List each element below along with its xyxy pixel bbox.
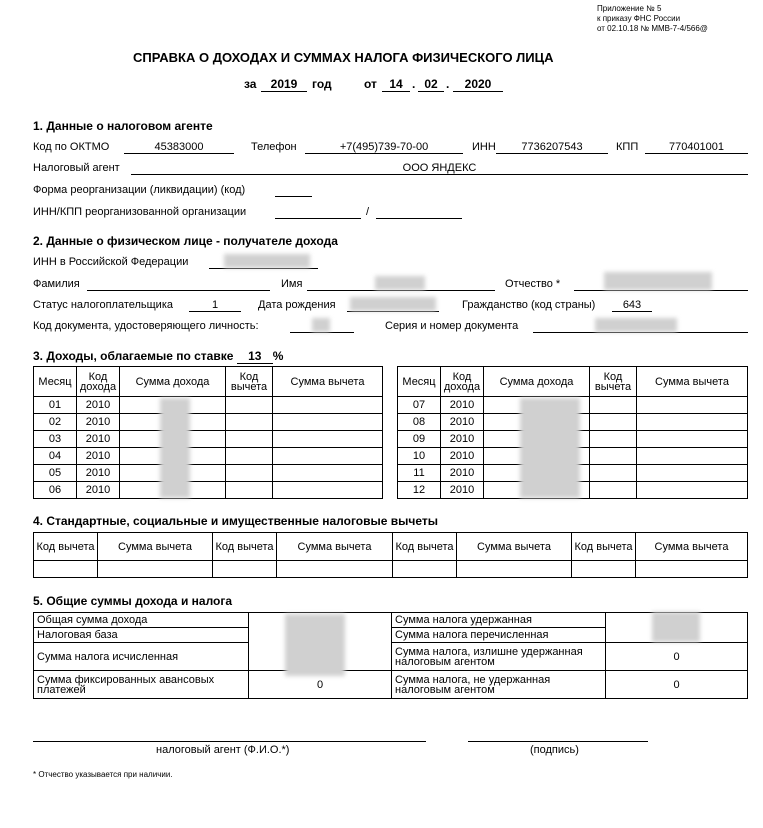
month-cell: 02	[34, 414, 77, 431]
table-row	[34, 482, 383, 499]
section3-heading	[33, 349, 283, 364]
agent-signature-line	[33, 741, 426, 742]
month-cell: 06	[34, 482, 77, 499]
tax-rate: 13	[237, 349, 273, 364]
citizenship-value: 643	[612, 299, 652, 312]
income-table-left	[33, 366, 383, 499]
redacted-totals-right	[652, 612, 700, 642]
period-day: 14	[382, 77, 410, 92]
agent-inn-label: ИНН	[472, 141, 496, 153]
code-cell: 2010	[77, 482, 120, 499]
table-row	[34, 431, 383, 448]
redacted-totals-left	[285, 614, 345, 676]
agent-value: ООО ЯНДЕКС	[131, 162, 748, 175]
redacted-inn	[224, 254, 310, 268]
col-income-code: Код дохода	[77, 367, 120, 397]
code-cell: 2010	[441, 397, 484, 414]
fixed-advance-value: 0	[249, 671, 392, 699]
fixed-advance-label: Сумма фиксированных авансовых платежей	[34, 671, 249, 699]
col-month: Месяц	[34, 367, 77, 397]
tax-transferred-label: Сумма налога перечисленная	[392, 628, 606, 643]
tax-excess-label: Сумма налога, излишне удержанная налоговым агентом	[392, 643, 606, 671]
section2-heading: 2. Данные о физическом лице - получателе дохода	[33, 234, 338, 248]
col-deduction-code: Код вычета	[393, 533, 457, 561]
col-deduction-code: Код вычета	[213, 533, 277, 561]
section3-heading-text: 3. Доходы, облагаемые по ставке	[33, 349, 234, 363]
deductions-table	[33, 532, 748, 578]
signature-line	[468, 741, 648, 742]
col-deduction-sum: Сумма вычета	[277, 533, 393, 561]
period-month: 02	[418, 77, 444, 92]
footnote: * Отчество указывается при наличии.	[33, 770, 173, 779]
patronymic-label: Отчество *	[505, 278, 561, 290]
totals-table	[33, 612, 748, 699]
month-cell: 03	[34, 431, 77, 448]
month-cell: 12	[398, 482, 441, 499]
phone-value: +7(495)739-70-00	[305, 141, 463, 154]
month-cell: 04	[34, 448, 77, 465]
period-yr: 2020	[453, 77, 503, 92]
reorg-inn-label: ИНН/КПП реорганизованной организации	[33, 206, 247, 218]
kpp-label: КПП	[616, 141, 639, 153]
redacted-name	[375, 276, 425, 290]
code-cell: 2010	[441, 448, 484, 465]
col-deduction-code: Код вычета	[590, 367, 637, 397]
table-row	[34, 465, 383, 482]
reorg-inn-value	[275, 206, 361, 219]
redacted-doc-number	[595, 318, 677, 332]
reorg-slash: /	[366, 206, 370, 218]
period-ot: от	[364, 77, 377, 91]
tax-not-withheld-value: 0	[606, 671, 748, 699]
redacted-income-right	[520, 398, 580, 498]
tax-base-label: Налоговая база	[34, 628, 249, 643]
col-deduction-code: Код вычета	[226, 367, 273, 397]
month-cell: 09	[398, 431, 441, 448]
code-cell: 2010	[441, 465, 484, 482]
col-deduction-sum: Сумма вычета	[637, 367, 748, 397]
status-label: Статус налогоплательщика	[33, 299, 174, 311]
appendix-note	[597, 4, 708, 34]
doc-number-label: Серия и номер документа	[385, 320, 519, 332]
doc-code-label: Код документа, удостоверяющего личность:	[33, 320, 259, 332]
section5-heading: 5. Общие суммы дохода и налога	[33, 594, 233, 608]
code-cell: 2010	[77, 465, 120, 482]
month-cell: 11	[398, 465, 441, 482]
reorg-kpp-value	[376, 206, 462, 219]
agent-inn-value: 7736207543	[496, 141, 608, 154]
table-row	[34, 448, 383, 465]
month-cell: 07	[398, 397, 441, 414]
month-cell: 05	[34, 465, 77, 482]
period-god: год	[312, 77, 332, 91]
name-label: Имя	[281, 278, 303, 290]
redacted-doc-code	[312, 318, 330, 332]
redacted-patronymic	[604, 272, 712, 290]
col-deduction-sum: Сумма вычета	[636, 533, 748, 561]
col-deduction-code: Код вычета	[34, 533, 98, 561]
appendix-line: к приказу ФНС России	[597, 14, 681, 23]
col-income-sum: Сумма дохода	[484, 367, 590, 397]
code-cell: 2010	[77, 414, 120, 431]
col-deduction-sum: Сумма вычета	[273, 367, 383, 397]
col-deduction-sum: Сумма вычета	[98, 533, 213, 561]
dob-label: Дата рождения	[258, 299, 336, 311]
period-za: за	[244, 77, 257, 91]
redacted-income-left	[160, 398, 190, 498]
table-row	[34, 414, 383, 431]
table-row	[34, 561, 748, 578]
month-cell: 10	[398, 448, 441, 465]
code-cell: 2010	[77, 431, 120, 448]
section1-heading: 1. Данные о налоговом агенте	[33, 119, 213, 133]
code-cell: 2010	[441, 431, 484, 448]
period-dot: .	[446, 77, 450, 91]
period-dot: .	[412, 77, 416, 91]
surname-label: Фамилия	[33, 278, 80, 290]
col-deduction-sum: Сумма вычета	[457, 533, 572, 561]
percent-sign: %	[272, 349, 284, 363]
phone-label: Телефон	[251, 141, 297, 153]
tax-withheld-label: Сумма налога удержанная	[392, 613, 606, 628]
agent-label: Налоговый агент	[33, 162, 120, 174]
oktmo-value: 45383000	[124, 141, 234, 154]
appendix-line: от 02.10.18 № ММВ-7-4/566@	[597, 24, 708, 33]
kpp-value: 770401001	[645, 141, 748, 154]
appendix-line: Приложение № 5	[597, 4, 662, 13]
signature-caption: (подпись)	[530, 744, 579, 756]
col-income-code: Код дохода	[441, 367, 484, 397]
code-cell: 2010	[77, 397, 120, 414]
oktmo-label: Код по ОКТМО	[33, 141, 110, 153]
code-cell: 2010	[77, 448, 120, 465]
section4-heading: 4. Стандартные, социальные и имущественные налоговые вычеты	[33, 514, 438, 528]
month-cell: 01	[34, 397, 77, 414]
citizenship-label: Гражданство (код страны)	[462, 299, 596, 311]
period-year: 2019	[261, 77, 307, 92]
tax-excess-value: 0	[606, 643, 748, 671]
person-inn-label: ИНН в Российской Федерации	[33, 256, 189, 268]
tax-not-withheld-label: Сумма налога, не удержанная налоговым агентом	[392, 671, 606, 699]
col-month: Месяц	[398, 367, 441, 397]
page-title: СПРАВКА О ДОХОДАХ И СУММАХ НАЛОГА ФИЗИЧЕСКОГО ЛИЦА	[133, 50, 554, 65]
col-income-sum: Сумма дохода	[120, 367, 226, 397]
surname-value	[87, 278, 270, 291]
total-income-label: Общая сумма дохода	[34, 613, 249, 628]
month-cell: 08	[398, 414, 441, 431]
col-deduction-code: Код вычета	[572, 533, 636, 561]
agent-caption: налоговый агент (Ф.И.О.*)	[156, 744, 290, 756]
tax-calculated-label: Сумма налога исчисленная	[34, 643, 249, 671]
status-value: 1	[189, 299, 241, 312]
code-cell: 2010	[441, 414, 484, 431]
code-cell: 2010	[441, 482, 484, 499]
reorg-value	[275, 184, 312, 197]
redacted-dob	[350, 297, 436, 311]
table-row	[34, 397, 383, 414]
reorg-label: Форма реорганизации (ликвидации) (код)	[33, 184, 246, 196]
